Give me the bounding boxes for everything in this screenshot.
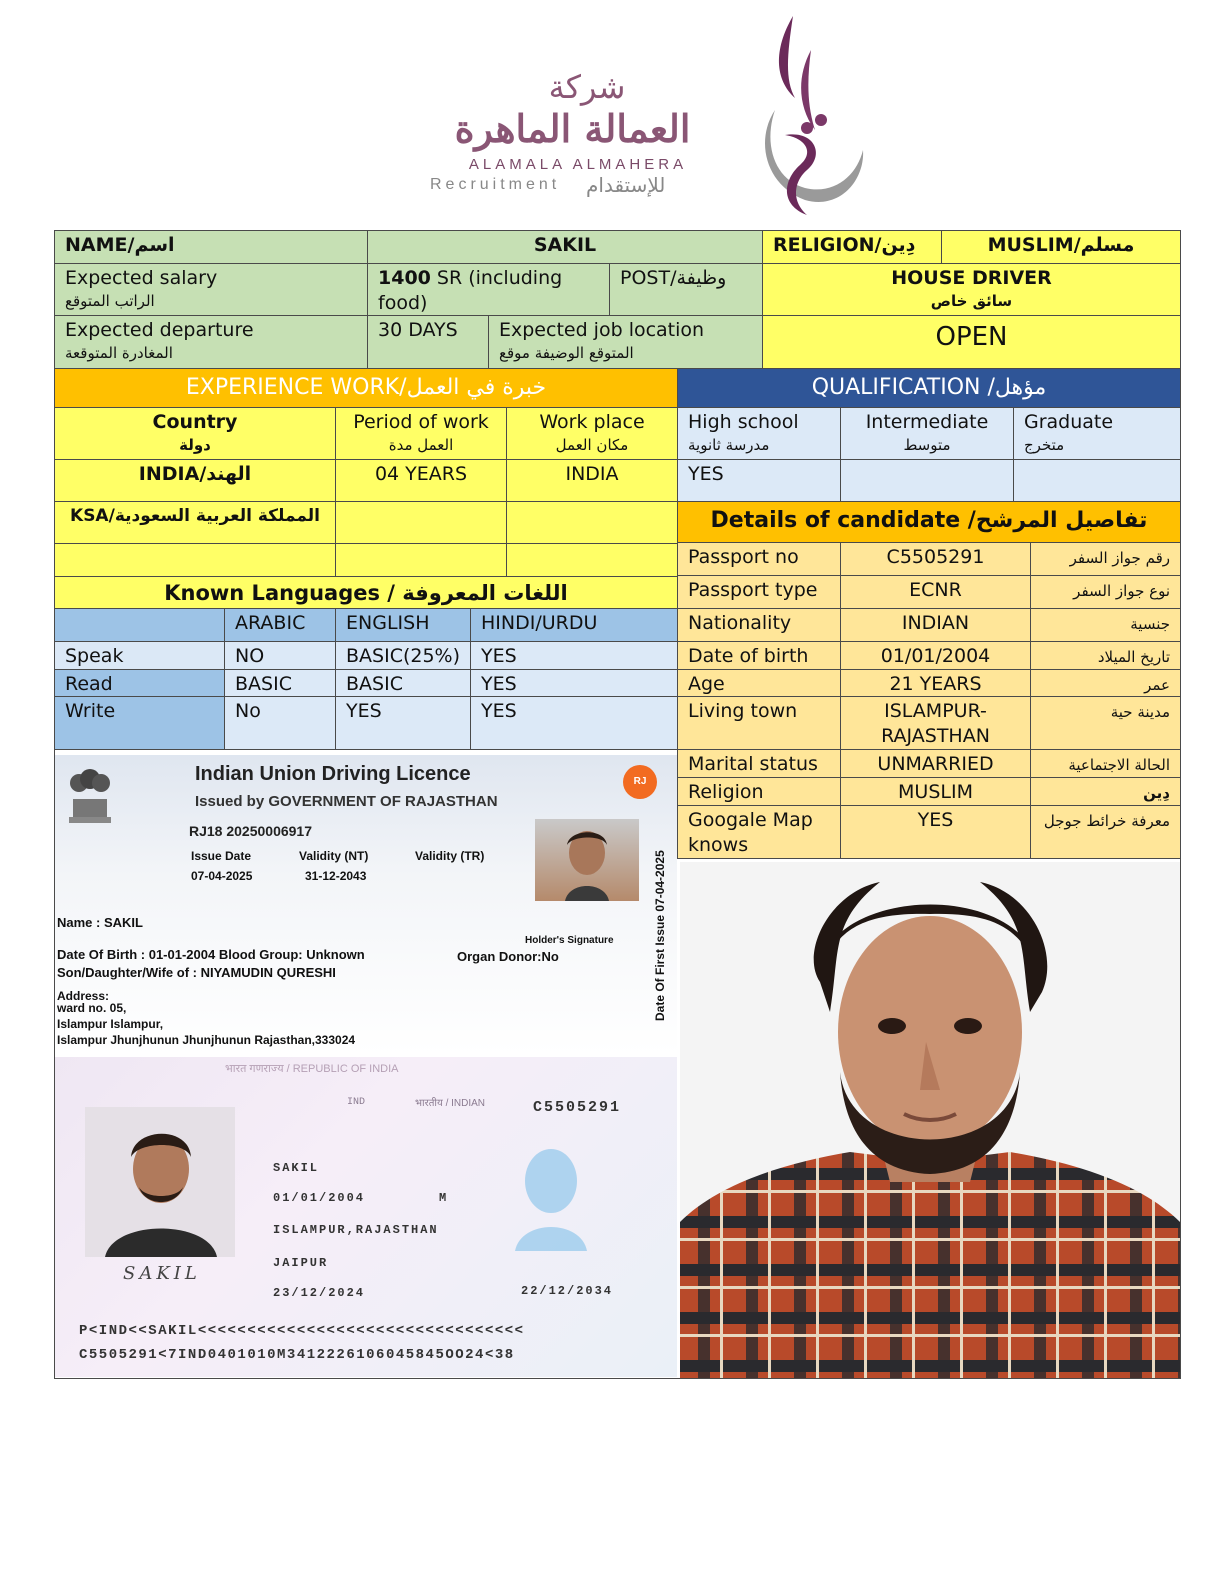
licence-issuer: Issued by GOVERNMENT OF RAJASTHAN bbox=[195, 793, 498, 810]
salary-amount: 1400 bbox=[378, 267, 431, 289]
lang-read-hindi: YES bbox=[470, 669, 678, 697]
exp-row-2-place bbox=[506, 501, 678, 544]
detail-marital-label: Marital status bbox=[677, 749, 841, 778]
candidate-portrait-icon bbox=[680, 862, 1180, 1378]
passport-mrz-1: P<IND<<SAKIL<<<<<<<<<<<<<<<<<<<<<<<<<<<<<<<<< bbox=[79, 1323, 525, 1339]
detail-dob-ar-cell bbox=[1030, 641, 1181, 670]
detail-town-value: ISLAMPUR-RAJASTHAN bbox=[840, 696, 1031, 750]
exp-row-3-country bbox=[54, 543, 336, 577]
company-name-ar-line1: شركة bbox=[548, 68, 626, 106]
departure-value: 30 DAYS bbox=[367, 315, 489, 369]
detail-dob-value: 01/01/2004 bbox=[840, 641, 1031, 670]
licence-first-issue: Date Of First Issue 07-04-2025 bbox=[653, 850, 667, 1021]
lang-header-arabic: ARABIC bbox=[224, 608, 336, 642]
passport-dob: 01/01/2004 bbox=[273, 1191, 366, 1205]
licence-address-1: ward no. 05, bbox=[57, 1001, 127, 1015]
exp-header-workplace-ar: مكان العمل bbox=[555, 436, 629, 454]
post-label: POST/وظيفة bbox=[609, 263, 763, 316]
qual-header-intermediate-en: Intermediate bbox=[865, 411, 989, 433]
salary-value bbox=[367, 263, 610, 316]
exp-header-workplace-en: Work place bbox=[539, 411, 645, 433]
location-label-ar: المتوقع الوضيفة موقع bbox=[499, 344, 634, 362]
licence-state-badge-text: RJ bbox=[633, 776, 647, 787]
licence-issue-label: Issue Date bbox=[191, 849, 252, 863]
salary-label: Expected salary bbox=[65, 267, 218, 289]
lang-read-arabic: BASIC bbox=[224, 669, 336, 697]
exp-row-2-country: KSA/المملكة العربية السعودية bbox=[54, 501, 336, 544]
exp-row-3-place bbox=[506, 543, 678, 577]
lang-speak-english: BASIC(25%) bbox=[335, 641, 471, 670]
detail-marital-value: UNMARRIED bbox=[840, 749, 1031, 778]
detail-age-ar-cell bbox=[1030, 669, 1181, 697]
logo-emblem-icon bbox=[745, 10, 875, 220]
location-label: Expected job location bbox=[499, 319, 705, 341]
exp-header-country-en: Country bbox=[152, 411, 238, 433]
passport-image bbox=[55, 1057, 677, 1377]
lang-write-hindi: YES bbox=[470, 696, 678, 750]
passport-photo bbox=[85, 1107, 235, 1257]
detail-nationality-label: Nationality bbox=[677, 608, 841, 642]
detail-passport-type-label: Passport type bbox=[677, 575, 841, 609]
lang-speak-label: Speak bbox=[54, 641, 225, 670]
passport-mrz-2: C5505291<7IND0401010M3412226106045845OO24<38 bbox=[79, 1347, 515, 1363]
passport-birth-place: ISLAMPUR,RAJASTHAN bbox=[273, 1223, 439, 1237]
name-value: SAKIL bbox=[367, 230, 763, 264]
exp-row-3-period bbox=[335, 543, 507, 577]
licence-title: Indian Union Driving Licence bbox=[195, 763, 471, 785]
licence-validity-tr-label: Validity (TR) bbox=[415, 849, 485, 863]
salary-label-cell bbox=[54, 263, 368, 316]
lang-read-english: BASIC bbox=[335, 669, 471, 697]
licence-address-3: Islampur Jhunjhunun Jhunjhunun Rajasthan,333024 bbox=[57, 1033, 356, 1047]
detail-passport-no-label: Passport no bbox=[677, 542, 841, 576]
lang-header-english: ENGLISH bbox=[335, 608, 471, 642]
detail-town-ar: مدينة حية bbox=[1110, 703, 1170, 721]
licence-organ: Organ Donor:No bbox=[457, 949, 559, 964]
licence-address-2: Islampur Islampur, bbox=[57, 1017, 164, 1031]
details-title bbox=[677, 501, 1181, 543]
detail-nationality-value: INDIAN bbox=[840, 608, 1031, 642]
company-tagline-ar: للإستقدام bbox=[586, 173, 666, 197]
licence-name: Name : SAKIL bbox=[57, 915, 143, 930]
passport-given-name: SAKIL bbox=[273, 1161, 320, 1175]
passport-country: भारत गणराज्य / REPUBLIC OF INDIA bbox=[225, 1063, 399, 1075]
detail-age-value: 21 YEARS bbox=[840, 669, 1031, 697]
detail-religion-ar: دِين bbox=[1143, 784, 1170, 802]
experience-title-text: EXPERIENCE WORK/خبرة في العمل bbox=[185, 375, 547, 400]
exp-header-country-ar: دولة bbox=[179, 436, 211, 454]
licence-photo bbox=[535, 819, 639, 901]
detail-passport-type-value: ECNR bbox=[840, 575, 1031, 609]
location-label-cell bbox=[488, 315, 763, 369]
qual-value-graduate bbox=[1013, 459, 1181, 502]
passport-portrait-icon bbox=[85, 1107, 235, 1257]
company-name-ar-line2: العمالة الماهرة bbox=[454, 106, 691, 151]
post-value: HOUSE DRIVER bbox=[891, 267, 1052, 289]
detail-passport-type-ar-cell bbox=[1030, 575, 1181, 609]
lang-write-label: Write bbox=[54, 696, 225, 750]
licence-address-label: Address: bbox=[57, 989, 110, 1003]
qual-header-highschool bbox=[677, 407, 841, 460]
lang-read-label: Read bbox=[54, 669, 225, 697]
languages-title bbox=[54, 576, 678, 609]
emblem-icon bbox=[63, 759, 117, 831]
passport-signature: SAKIL bbox=[123, 1263, 201, 1284]
passport-expiry-date: 22/12/2034 bbox=[521, 1284, 614, 1298]
lang-speak-hindi: YES bbox=[470, 641, 678, 670]
qual-header-graduate-en: Graduate bbox=[1024, 411, 1114, 433]
detail-map-ar: معرفة خرائط جوجل bbox=[1043, 812, 1170, 830]
passport-issue-place: JAIPUR bbox=[273, 1256, 329, 1270]
exp-row-1-place: INDIA bbox=[506, 459, 678, 502]
licence-validity-nt-label: Validity (NT) bbox=[299, 849, 369, 863]
detail-passport-no-ar-cell bbox=[1030, 542, 1181, 576]
religion-label: RELIGION/دِين bbox=[762, 230, 942, 264]
languages-title-text: Known Languages / اللغات المعروفة bbox=[164, 581, 568, 605]
detail-nationality-ar: جنسية bbox=[1130, 615, 1170, 633]
detail-age-ar: عمر bbox=[1144, 676, 1170, 694]
lang-write-arabic: No bbox=[224, 696, 336, 750]
detail-nationality-ar-cell bbox=[1030, 608, 1181, 642]
location-value: OPEN bbox=[762, 315, 1181, 369]
qualification-title bbox=[677, 368, 1181, 408]
licence-validity-nt: 31-12-2043 bbox=[305, 869, 367, 883]
salary-unit: SR (including food) bbox=[378, 267, 563, 314]
exp-row-1-period: 04 YEARS bbox=[335, 459, 507, 502]
detail-dob-ar: تاريخ الميلاد bbox=[1097, 648, 1170, 666]
passport-code: IND bbox=[347, 1097, 366, 1108]
licence-number: RJ18 20250006917 bbox=[189, 823, 313, 839]
detail-dob-label: Date of birth bbox=[677, 641, 841, 670]
passport-issue-date: 23/12/2024 bbox=[273, 1286, 366, 1300]
detail-town-ar-cell bbox=[1030, 696, 1181, 750]
qual-header-intermediate-ar: متوسط bbox=[903, 436, 951, 454]
lang-speak-arabic: NO bbox=[224, 641, 336, 670]
qualification-title-text: QUALIFICATION /مؤهل bbox=[811, 375, 1047, 400]
exp-header-country bbox=[54, 407, 336, 460]
religion-value: MUSLIM/مسلم bbox=[941, 230, 1181, 264]
passport-nationality: भारतीय / INDIAN bbox=[415, 1098, 486, 1109]
lang-write-english: YES bbox=[335, 696, 471, 750]
departure-label-ar: المغادرة المتوقعة bbox=[65, 344, 173, 362]
exp-header-period-ar: العمل مدة bbox=[388, 436, 454, 454]
qual-header-graduate bbox=[1013, 407, 1181, 460]
detail-map-value: YES bbox=[840, 805, 1031, 859]
detail-religion-value: MUSLIM bbox=[840, 777, 1031, 806]
company-tagline-en: Recruitment bbox=[430, 176, 561, 193]
detail-religion-label: Religion bbox=[677, 777, 841, 806]
detail-passport-no-value: C5505291 bbox=[840, 542, 1031, 576]
licence-portrait-icon bbox=[535, 819, 639, 901]
driving-licence-image bbox=[55, 755, 677, 1055]
exp-row-2-period bbox=[335, 501, 507, 544]
licence-dob-line: Date Of Birth : 01-01-2004 Blood Group: Unknown bbox=[57, 947, 365, 962]
detail-age-label: Age bbox=[677, 669, 841, 697]
departure-label: Expected departure bbox=[65, 319, 254, 341]
detail-town-label: Living town bbox=[677, 696, 841, 750]
qual-value-highschool: YES bbox=[677, 459, 841, 502]
qual-header-highschool-en: High school bbox=[688, 411, 799, 433]
passport-sex: M bbox=[439, 1191, 447, 1205]
salary-label-ar: الراتب المتوقع bbox=[65, 292, 155, 310]
company-logo bbox=[420, 10, 890, 220]
exp-row-1-country: INDIA/الهند bbox=[54, 459, 336, 502]
licence-state-badge bbox=[623, 765, 657, 799]
qual-header-intermediate bbox=[840, 407, 1014, 460]
lang-header-hindi: HINDI/URDU bbox=[470, 608, 678, 642]
passport-ghost-photo bbox=[501, 1131, 601, 1251]
post-value-ar: سائق خاص bbox=[930, 292, 1013, 310]
qual-header-graduate-ar: متخرج bbox=[1024, 436, 1065, 454]
ghost-portrait-icon bbox=[501, 1131, 601, 1251]
licence-signature-label: Holder's Signature bbox=[525, 935, 614, 946]
details-title-text: Details of candidate /تفاصيل المرشح bbox=[710, 508, 1148, 533]
candidate-photo bbox=[680, 862, 1180, 1378]
exp-header-period-en: Period of work bbox=[353, 411, 489, 433]
detail-passport-type-ar: نوع جواز السفر bbox=[1073, 582, 1170, 600]
licence-relation: Son/Daughter/Wife of : NIYAMUDIN QURESHI bbox=[57, 965, 336, 980]
exp-header-workplace bbox=[506, 407, 678, 460]
experience-title bbox=[54, 368, 678, 408]
detail-marital-ar: الحالة الاجتماعية bbox=[1068, 756, 1170, 774]
name-label: NAME/اسم bbox=[54, 230, 368, 264]
lang-header-blank bbox=[54, 608, 225, 642]
exp-header-period bbox=[335, 407, 507, 460]
qual-value-intermediate bbox=[840, 459, 1014, 502]
detail-map-label: Googale Map knows bbox=[677, 805, 841, 859]
post-value-cell bbox=[762, 263, 1181, 316]
departure-label-cell bbox=[54, 315, 368, 369]
passport-number: C5505291 bbox=[533, 1099, 622, 1116]
licence-issue-date: 07-04-2025 bbox=[191, 869, 253, 883]
detail-passport-no-ar: رقم جواز السفر bbox=[1069, 549, 1170, 567]
qual-header-highschool-ar: مدرسة ثانوية bbox=[688, 436, 770, 454]
company-name-en: ALAMALA ALMAHERA bbox=[468, 156, 688, 173]
